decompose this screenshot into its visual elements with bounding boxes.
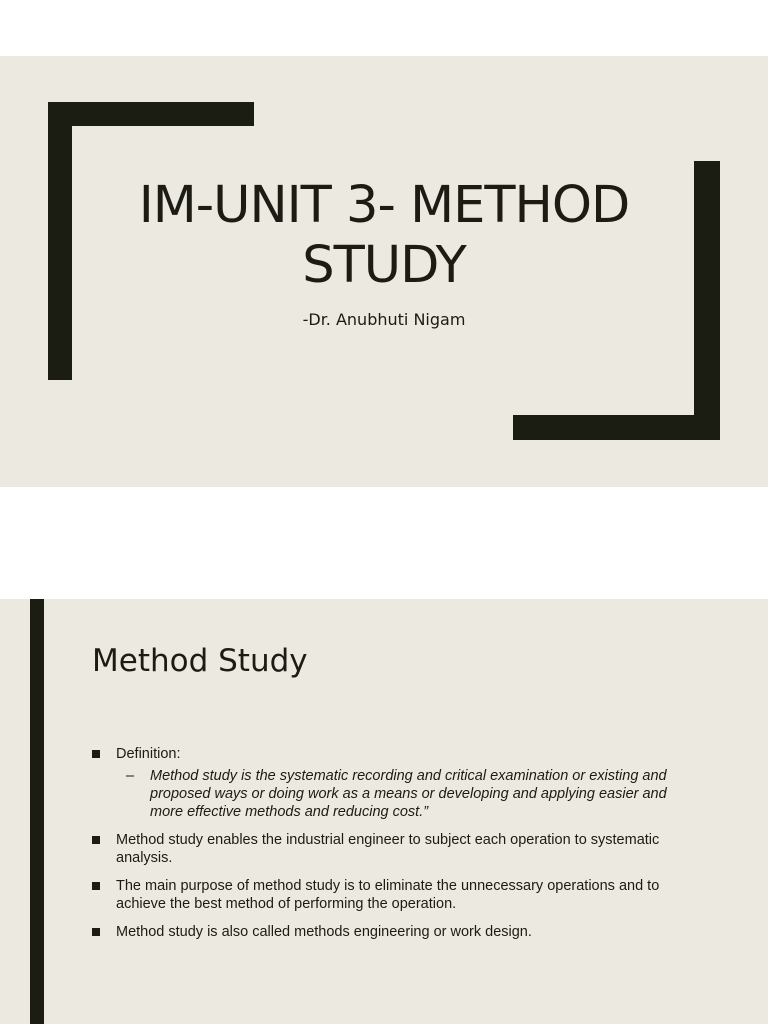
bullet-text: Definition: (116, 746, 181, 762)
bullet-text: Method study is also called methods engineering or work design. (116, 924, 532, 940)
definition-text: Method study is the systematic recording and critical examination or existing and proposed ways or doing work as a means or developing and applying easier and more effective methods and reducing cost.” (150, 768, 667, 820)
bullet-list (92, 745, 692, 951)
accent-rule (30, 599, 44, 1024)
slide-subtitle: -Dr. Anubhuti Nigam (302, 310, 466, 329)
title-slide (0, 56, 768, 487)
bullet-item (92, 923, 692, 941)
bullet-item (92, 831, 692, 867)
frame-top-left-horizontal (48, 102, 254, 126)
square-bullet-icon (92, 928, 100, 936)
sub-list (116, 767, 692, 821)
slide-title: IM-UNIT 3- METHOD STUDY (138, 176, 630, 295)
dash-bullet-icon: – (126, 768, 135, 784)
frame-bottom-right-horizontal (513, 415, 720, 440)
bullet-item (92, 877, 692, 913)
square-bullet-icon (92, 882, 100, 890)
sub-bullet-item (116, 767, 670, 821)
square-bullet-icon (92, 836, 100, 844)
content-slide-title: Method Study (92, 643, 308, 679)
bullet-text: The main purpose of method study is to eliminate the unnecessary operations and to achieve the best method of performing the operation. (116, 878, 660, 912)
bullet-text: Method study enables the industrial engineer to subject each operation to systematic analysis. (116, 832, 660, 866)
square-bullet-icon (92, 750, 100, 758)
bullet-item (92, 745, 692, 821)
frame-bottom-right-vertical (694, 161, 720, 440)
content-slide (0, 599, 768, 1024)
frame-top-left-vertical (48, 102, 72, 380)
